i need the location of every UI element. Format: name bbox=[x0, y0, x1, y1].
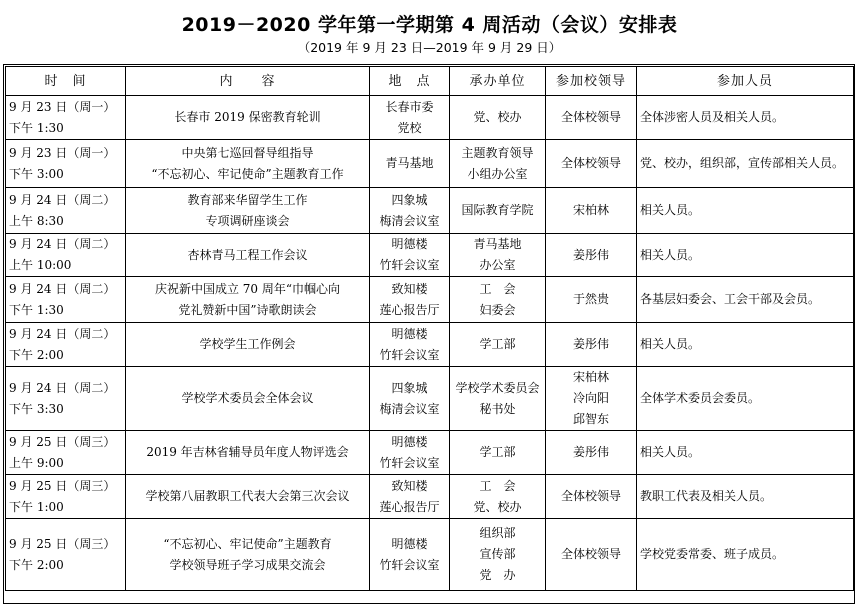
cell-place-line: 竹轩会议室 bbox=[379, 557, 440, 572]
cell-time bbox=[6, 277, 126, 323]
header-leaders: 参加校领导 bbox=[546, 67, 637, 96]
cell-time-line: 上午 8:30 bbox=[9, 213, 64, 228]
cell-content bbox=[126, 323, 370, 367]
cell-leaders-line: 全体校领导 bbox=[560, 156, 621, 170]
cell-host bbox=[450, 431, 546, 475]
cell-leaders bbox=[546, 367, 637, 431]
cell-place-line: 致知楼 bbox=[391, 478, 428, 493]
cell-time-line: 下午 2:00 bbox=[9, 557, 64, 572]
header-content: 内 容 bbox=[126, 67, 370, 96]
cell-place-line: 长春市委 bbox=[385, 99, 434, 114]
cell-content-line: 中央第七巡回督导组指导 bbox=[181, 145, 314, 160]
cell-host bbox=[450, 234, 546, 277]
cell-content-line: 学校领导班子学习成果交流会 bbox=[169, 557, 326, 572]
cell-time-line: 9 月 24 日（周二） bbox=[9, 237, 116, 251]
cell-people bbox=[637, 234, 854, 277]
cell-host-line: 宣传部 bbox=[479, 547, 516, 561]
cell-content bbox=[126, 431, 370, 475]
cell-people-line: 相关人员。 bbox=[640, 445, 701, 459]
schedule-table bbox=[5, 66, 854, 591]
cell-host-line: 办公室 bbox=[479, 258, 516, 272]
cell-place-line: 明德楼 bbox=[391, 536, 428, 551]
cell-people bbox=[637, 323, 854, 367]
cell-place-line: 竹轩会议室 bbox=[379, 258, 440, 272]
cell-host bbox=[450, 96, 546, 140]
cell-people-line: 教职工代表及相关人员。 bbox=[640, 489, 773, 503]
table-row bbox=[6, 188, 854, 234]
cell-host-line: 青马基地 bbox=[473, 237, 522, 251]
cell-place-line: 青马基地 bbox=[385, 156, 434, 170]
cell-time bbox=[6, 475, 126, 519]
cell-host-line: 国际教育学院 bbox=[461, 203, 534, 217]
cell-content bbox=[126, 277, 370, 323]
cell-leaders bbox=[546, 519, 637, 591]
table-row bbox=[6, 431, 854, 475]
cell-leaders bbox=[546, 323, 637, 367]
cell-time bbox=[6, 519, 126, 591]
cell-content-line: “不忘初心、牢记使命”主题教育工作 bbox=[151, 166, 344, 181]
cell-host-line: 工 会 bbox=[479, 478, 516, 493]
cell-place bbox=[370, 277, 450, 323]
cell-place-line: 竹轩会议室 bbox=[379, 455, 440, 470]
table-row bbox=[6, 323, 854, 367]
cell-place-line: 莲心报告厅 bbox=[379, 499, 440, 514]
cell-time-line: 下午 2:00 bbox=[9, 347, 64, 362]
cell-place-line: 梅清会议室 bbox=[379, 213, 440, 228]
cell-people-line: 党、校办，组织部，宣传部相关人员。 bbox=[640, 156, 845, 170]
table-row bbox=[6, 475, 854, 519]
cell-people-line: 全体学术委员会委员。 bbox=[640, 391, 761, 405]
cell-time-line: 9 月 24 日（周二） bbox=[9, 326, 116, 341]
cell-people-line: 相关人员。 bbox=[640, 247, 701, 262]
cell-host-line: 党 办 bbox=[479, 568, 516, 582]
cell-leaders bbox=[546, 188, 637, 234]
header-place: 地 点 bbox=[370, 67, 450, 96]
table-row bbox=[6, 367, 854, 431]
cell-place-line: 明德楼 bbox=[391, 434, 428, 449]
cell-time-line: 9 月 24 日（周二） bbox=[9, 281, 116, 296]
cell-place-line: 莲心报告厅 bbox=[379, 302, 440, 317]
cell-time-line: 上午 10:00 bbox=[9, 258, 72, 272]
cell-leaders bbox=[546, 431, 637, 475]
cell-place bbox=[370, 367, 450, 431]
cell-content-line: “不忘初心、牢记使命”主题教育 bbox=[163, 536, 332, 551]
cell-place bbox=[370, 431, 450, 475]
cell-place-line: 致知楼 bbox=[391, 281, 428, 296]
cell-leaders-line: 全体校领导 bbox=[560, 547, 621, 561]
cell-content bbox=[126, 367, 370, 431]
cell-time-line: 下午 1:30 bbox=[9, 302, 64, 317]
cell-people bbox=[637, 140, 854, 188]
cell-host-line: 主题教育领导 bbox=[461, 145, 534, 160]
cell-time-line: 下午 3:00 bbox=[9, 166, 64, 181]
cell-content-line: 专项调研座谈会 bbox=[205, 213, 290, 228]
cell-leaders bbox=[546, 277, 637, 323]
cell-content-line: 学校学术委员会全体会议 bbox=[181, 391, 314, 405]
cell-host-line: 小组办公室 bbox=[467, 166, 528, 181]
cell-host bbox=[450, 367, 546, 431]
cell-time-line: 下午 1:30 bbox=[9, 120, 64, 135]
cell-host-line: 工 会 bbox=[479, 281, 516, 296]
cell-content-line: 党礼赞新中国”诗歌朗读会 bbox=[178, 302, 317, 317]
cell-time-line: 9 月 25 日（周三） bbox=[9, 536, 116, 551]
cell-place-line: 梅清会议室 bbox=[379, 401, 440, 416]
cell-place bbox=[370, 234, 450, 277]
cell-time-line: 下午 1:00 bbox=[9, 499, 64, 514]
cell-place bbox=[370, 519, 450, 591]
cell-time-line: 下午 3:30 bbox=[9, 401, 64, 416]
cell-people bbox=[637, 96, 854, 140]
cell-time bbox=[6, 367, 126, 431]
cell-leaders-line: 姜彤伟 bbox=[572, 445, 609, 459]
cell-time-line: 9 月 23 日（周一） bbox=[9, 145, 116, 160]
cell-people bbox=[637, 431, 854, 475]
table-row bbox=[6, 96, 854, 140]
table-header-row bbox=[6, 67, 854, 96]
cell-host-line: 学校学术委员会 bbox=[455, 380, 540, 395]
table-row bbox=[6, 519, 854, 591]
cell-content bbox=[126, 234, 370, 277]
cell-people-line: 相关人员。 bbox=[640, 337, 701, 351]
cell-leaders-line: 全体校领导 bbox=[560, 110, 621, 124]
cell-place-line: 明德楼 bbox=[391, 237, 428, 251]
cell-content bbox=[126, 475, 370, 519]
cell-leaders-line: 冷向阳 bbox=[572, 391, 609, 405]
cell-time-line: 9 月 25 日（周三） bbox=[9, 478, 116, 493]
cell-people bbox=[637, 367, 854, 431]
cell-leaders-line: 邱智东 bbox=[572, 412, 609, 426]
header-people: 参加人员 bbox=[637, 67, 854, 96]
cell-content-line: 学校学生工作例会 bbox=[199, 337, 296, 351]
cell-time-line: 上午 9:00 bbox=[9, 455, 64, 470]
cell-time bbox=[6, 323, 126, 367]
cell-time bbox=[6, 140, 126, 188]
cell-place bbox=[370, 188, 450, 234]
cell-host bbox=[450, 519, 546, 591]
cell-place-line: 党校 bbox=[397, 120, 422, 135]
cell-people bbox=[637, 277, 854, 323]
cell-place-line: 四象城 bbox=[391, 192, 428, 207]
cell-content bbox=[126, 140, 370, 188]
cell-time bbox=[6, 431, 126, 475]
cell-time-line: 9 月 23 日（周一） bbox=[9, 99, 116, 114]
cell-host bbox=[450, 323, 546, 367]
cell-time bbox=[6, 96, 126, 140]
cell-place bbox=[370, 323, 450, 367]
cell-leaders bbox=[546, 140, 637, 188]
cell-host bbox=[450, 188, 546, 234]
cell-leaders-line: 全体校领导 bbox=[560, 489, 621, 503]
cell-leaders-line: 宋柏林 bbox=[572, 370, 609, 384]
cell-leaders-line: 姜彤伟 bbox=[572, 337, 609, 351]
cell-host-line: 学工部 bbox=[479, 445, 516, 459]
cell-host bbox=[450, 475, 546, 519]
table-row bbox=[6, 277, 854, 323]
cell-content bbox=[126, 188, 370, 234]
schedule-body bbox=[6, 96, 854, 591]
cell-host-line: 党、校办 bbox=[473, 499, 522, 514]
cell-people bbox=[637, 519, 854, 591]
table-row bbox=[6, 234, 854, 277]
cell-time bbox=[6, 234, 126, 277]
cell-place-line: 四象城 bbox=[391, 380, 428, 395]
cell-people bbox=[637, 188, 854, 234]
cell-host-line: 秘书处 bbox=[479, 401, 516, 416]
cell-host-line: 学工部 bbox=[479, 337, 516, 351]
cell-content-line: 教育部来华留学生工作 bbox=[187, 192, 308, 207]
cell-time-line: 9 月 25 日（周三） bbox=[9, 434, 116, 449]
cell-time-line: 9 月 24 日（周二） bbox=[9, 192, 116, 207]
cell-place-line: 明德楼 bbox=[391, 326, 428, 341]
header-host: 承办单位 bbox=[450, 67, 546, 96]
cell-host-line: 妇委会 bbox=[479, 302, 516, 317]
cell-time bbox=[6, 188, 126, 234]
cell-people-line: 全体涉密人员及相关人员。 bbox=[640, 110, 785, 124]
cell-host-line: 组织部 bbox=[479, 526, 516, 540]
cell-host bbox=[450, 140, 546, 188]
page-title: 2019－2020 学年第一学期第 4 周活动（会议）安排表 bbox=[181, 14, 678, 36]
cell-content bbox=[126, 519, 370, 591]
cell-place bbox=[370, 140, 450, 188]
cell-place bbox=[370, 475, 450, 519]
cell-leaders bbox=[546, 96, 637, 140]
cell-place-line: 竹轩会议室 bbox=[379, 347, 440, 362]
cell-content-line: 杏林青马工程工作会议 bbox=[187, 247, 308, 262]
cell-people-line: 学校党委常委、班子成员。 bbox=[640, 547, 785, 561]
date-range-subtitle: （2019 年 9 月 23 日—2019 年 9 月 29 日） bbox=[297, 40, 562, 55]
cell-place bbox=[370, 96, 450, 140]
cell-people bbox=[637, 475, 854, 519]
cell-content-line: 2019 年吉林省辅导员年度人物评选会 bbox=[146, 445, 349, 459]
header-time: 时 间 bbox=[6, 67, 126, 96]
cell-leaders bbox=[546, 234, 637, 277]
cell-host bbox=[450, 277, 546, 323]
cell-content bbox=[126, 96, 370, 140]
cell-content-line: 学校第八届教职工代表大会第三次会议 bbox=[145, 489, 350, 503]
cell-leaders-line: 姜彤伟 bbox=[572, 247, 609, 262]
cell-people-line: 相关人员。 bbox=[640, 203, 701, 217]
table-row bbox=[6, 140, 854, 188]
cell-host-line: 党、校办 bbox=[473, 110, 522, 124]
cell-time-line: 9 月 24 日（周二） bbox=[9, 380, 116, 395]
cell-content-line: 庆祝新中国成立 70 周年“巾帼心向 bbox=[154, 281, 341, 296]
cell-leaders-line: 宋柏林 bbox=[572, 203, 609, 217]
cell-leaders bbox=[546, 475, 637, 519]
cell-leaders-line: 于然贵 bbox=[572, 292, 609, 306]
cell-content-line: 长春市 2019 保密教育轮训 bbox=[174, 110, 321, 124]
cell-people-line: 各基层妇委会、工会干部及会员。 bbox=[640, 292, 821, 306]
